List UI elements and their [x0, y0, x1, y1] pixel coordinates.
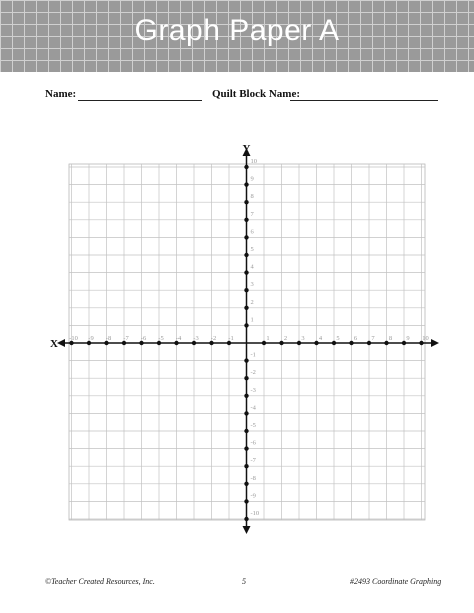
y-axis-point — [244, 358, 248, 362]
y-tick-label: 1 — [250, 316, 254, 324]
x-axis-left-arrow — [57, 339, 65, 347]
y-tick-label: -7 — [250, 457, 256, 465]
x-tick-label: -5 — [158, 335, 164, 342]
y-axis-point — [244, 446, 248, 450]
x-tick-label: 6 — [353, 335, 358, 342]
y-tick-label: 2 — [250, 298, 254, 306]
x-axis-right-arrow — [431, 339, 439, 347]
y-tick-label: -1 — [250, 351, 256, 359]
x-axis-label: X — [50, 338, 58, 350]
y-axis-point — [244, 182, 248, 186]
x-tick-label: 2 — [283, 335, 288, 342]
y-axis-label: Y — [242, 143, 251, 155]
y-axis-point — [244, 165, 248, 169]
y-axis-point — [244, 235, 248, 239]
y-tick-label: -10 — [250, 510, 260, 517]
x-tick-label: -7 — [123, 335, 129, 342]
x-tick-label: -9 — [88, 335, 94, 342]
x-tick-label: 5 — [336, 335, 340, 342]
y-axis-point — [244, 218, 248, 222]
y-axis-point — [244, 200, 248, 204]
x-tick-label: -3 — [193, 335, 199, 342]
y-tick-label: -6 — [250, 439, 256, 447]
y-tick-label: -4 — [250, 404, 256, 412]
y-tick-label: 6 — [250, 228, 254, 236]
y-axis-point — [244, 482, 248, 486]
y-tick-label: 4 — [250, 263, 254, 271]
y-axis-point — [244, 288, 248, 292]
y-tick-label: -3 — [250, 386, 256, 394]
x-tick-label: 9 — [406, 335, 410, 342]
x-tick-label: 3 — [301, 335, 305, 342]
y-tick-label: 7 — [250, 210, 254, 218]
y-axis-point — [244, 429, 248, 433]
x-tick-label: -6 — [140, 335, 147, 342]
quilt-block-label: Quilt Block Name: — [212, 88, 300, 100]
x-tick-label: 8 — [388, 335, 393, 342]
x-tick-label: -2 — [210, 335, 217, 342]
y-axis-point — [244, 306, 248, 310]
x-tick-label: 10 — [422, 335, 429, 342]
x-tick-label: -10 — [69, 335, 78, 342]
y-tick-label: 9 — [250, 175, 254, 183]
y-axis-point — [244, 411, 248, 415]
y-tick-label: -2 — [250, 369, 256, 377]
y-tick-label: -9 — [250, 492, 256, 500]
y-axis-point — [244, 376, 248, 380]
x-tick-label: 4 — [318, 335, 323, 342]
x-tick-label: 7 — [371, 335, 375, 342]
y-axis-point — [244, 464, 248, 468]
y-axis-point — [244, 499, 248, 503]
y-tick-label: 8 — [250, 193, 254, 201]
page-number: 5 — [242, 577, 246, 586]
x-tick-label: -4 — [175, 335, 182, 342]
y-tick-label: 5 — [250, 246, 254, 253]
tick-labels — [69, 158, 429, 517]
y-tick-label: -8 — [250, 474, 256, 482]
y-axis-point — [244, 323, 248, 327]
product-code: #2493 Coordinate Graphing — [350, 577, 442, 586]
y-axis-bottom-arrow — [243, 526, 251, 534]
y-tick-label: 10 — [250, 158, 257, 165]
y-tick-label: 3 — [250, 281, 254, 289]
y-axis-point — [244, 517, 248, 521]
x-tick-label: -1 — [228, 335, 234, 342]
axes — [57, 148, 439, 534]
publisher-text: ©Teacher Created Resources, Inc. — [45, 577, 155, 586]
x-tick-label: -8 — [105, 335, 112, 342]
page-title: Graph Paper A — [134, 14, 340, 47]
y-axis-point — [244, 394, 248, 398]
name-label: Name: — [45, 88, 77, 100]
y-tick-label: -5 — [250, 422, 256, 429]
x-tick-label: 1 — [266, 335, 270, 342]
y-axis-point — [244, 270, 248, 274]
y-axis-point — [244, 253, 248, 257]
